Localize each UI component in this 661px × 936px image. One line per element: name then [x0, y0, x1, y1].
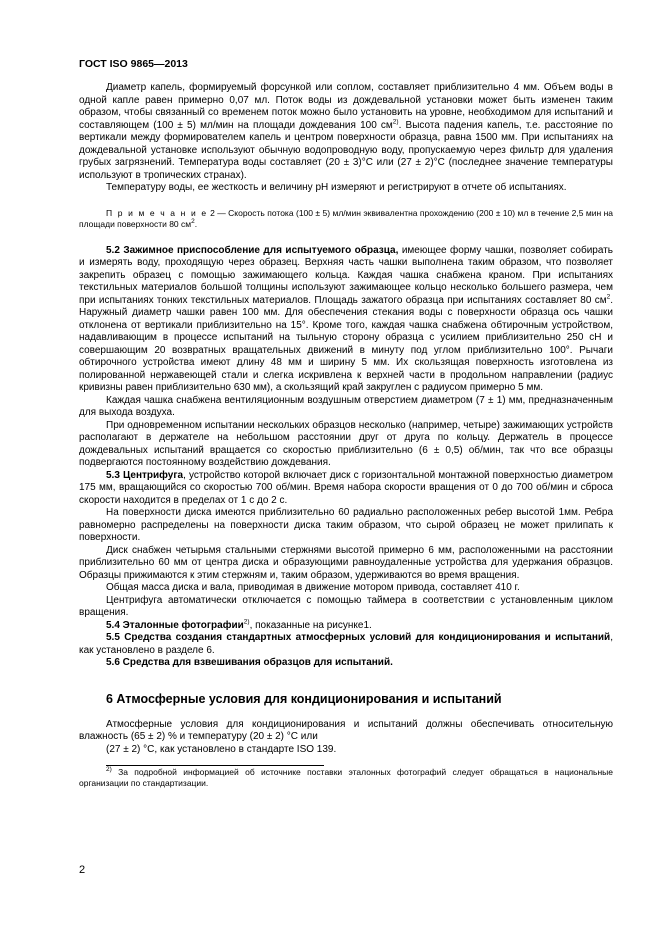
paragraph-atmosphere-alt: (27 ± 2) °С, как установлено в стандарте ISO 139.: [106, 743, 337, 755]
footnote: [79, 767, 613, 789]
document-header: ГОСТ ISO 9865—2013: [79, 58, 188, 70]
footnote-divider: [106, 765, 324, 766]
section-title: 5.3 Центрифуга: [106, 469, 184, 481]
section-5-5: [79, 632, 613, 657]
section-5-6: [79, 657, 613, 670]
section-title: 5.5 Средства создания стандартных атмосферных условий для кондиционирования и испытаний: [106, 632, 611, 643]
section-title: 5.4 Эталонные фотографии: [106, 619, 244, 631]
paragraph-vent-hole: Каждая чашка снабжена вентиляционным воздушным отверстием диаметром (7 ± 1) мм, предназначенным для выхода воздуха.: [79, 394, 613, 418]
paragraph-text: Диаметр капель, формируемый форсункой или соплом, составляет приблизительно 4 мм. Объем воды в одной капле равен примерно 0,07 мл. Поток воды из дождевальной установки может быть изменен таким образом, чтобы связанный со временем поток можно было установить на уровне, необходимом для испытаний и составляющем (100 ± 5) мл/мин на площади дождевания 100 см: [79, 82, 613, 131]
paragraph-ribs: На поверхности диска имеются приблизительно 60 радиально расположенных ребер высотой 1мм. Ребра равномерно распределены на поверхности диска таким образом, что сырой образец не может прилипать к поверхности.: [79, 507, 613, 543]
paragraph-timer: Центрифуга автоматически отключается с помощью таймера в соответствии с установленным циклом вращения.: [79, 594, 613, 618]
note-label: П р и м е ч а н и е: [106, 207, 208, 218]
paragraph-rods: Диск снабжен четырьмя стальными стержнями высотой примерно 6 мм, расположенными на расстоянии приблизительно 60 мм от центра диска и образующими равноудаленные устройства для удержания образцов. Образцы прижимаются к этим стержням и, таким образом, удерживаются во время вращения.: [79, 544, 613, 581]
section-title: 5.2 Зажимное приспособление для испытуемого образца,: [106, 244, 399, 256]
section-6-heading: 6 Атмосферные условия для кондиционирования и испытаний: [106, 691, 502, 706]
note-text: 2 — Скорость потока (100 ± 5) мл/мин эквивалентна прохождению (200 ± 10) мл в течение 2,5 мин на площади поверхности 80 см: [79, 207, 614, 229]
paragraph-water-temperature: Температуру воды, ее жесткость и величину рН измеряют и регистрируют в отчете об испытаниях.: [106, 182, 567, 193]
note: [79, 208, 613, 230]
section-title: 5.6 Средства для взвешивания образцов для испытаний.: [106, 657, 393, 668]
document-body: [79, 82, 613, 789]
section-5-2: [79, 245, 613, 395]
paragraph-text: , устройство которой включает диск с горизонтальной монтажной поверхностью диаметром 175 мм, вращающийся со скоростью 700 об/мин. Время набора скорости вращения от 0 до 700 об/мин и сброса скорости находится в пределах от 1 с до 2 с.: [79, 469, 613, 506]
paragraph-text: , показанные на рисунке1.: [249, 619, 372, 631]
section-5-4: [79, 620, 613, 633]
footnote-marker: 2): [106, 766, 112, 774]
paragraph-holder: При одновременном испытании нескольких образцов несколько (например, четыре) зажимающих устройств располагают в держателе на небольшом расстоянии друг от друга по кольцу. Держатель в процессе дождевальных испытаний вращается со скоростью приблизительно (6 ± 0,5) об/мин, так что все образцы подвергаются постоянному воздействию дождевания.: [79, 419, 613, 468]
paragraph-droplets: [79, 82, 613, 182]
footnote-ref: 2): [243, 618, 250, 626]
paragraph-text: имеющее форму чашки, позволяет собирать и измерять воду, проходящую через образец. Верхняя часть чашки выполнена таким образом, что позволяет закрепить образец с помощью зажимающего кольца. Каждая чашка снабжена краном. При испытаниях текстильных материалов большой толщины используют зажимающее кольцо несколько большего размера, чем при испытаниях тонких текстильных материалов. Площадь зажатого образца при испытаниях составляет 80 см: [79, 244, 613, 306]
paragraph-atmosphere: Атмосферные условия для кондиционирования и испытаний должны обеспечивать относительную влажность (65 ± 2) % и температуру (20 ± 2) °С или: [79, 718, 613, 742]
footnote-text: За подробной информацией об источнике поставки эталонных фотографий следует обращаться в национальные организации по стандартизации.: [79, 767, 613, 788]
paragraph-mass: Общая масса диска и вала, приводимая в движение мотором привода, составляет 410 г.: [106, 582, 520, 593]
paragraph-text: . Наружный диаметр чашки равен 100 мм. Для обеспечения стекания воды с поверхности образца ось чашки отклонена от вертикали приблизительно на 15°. Кроме того, каждая чашка снабжена обтирочным устройством, надавливающим в процессе испытаний на тыльную сторону образца с усилием приблизительно 250 сН и совершающим 20 возвратных вращательных движений в минуту под углом приблизительно 100°. Рычаги обтирочного устройства имеют длину 48 мм и ширину 5 мм. Их скользящая поверхность изготовлена из полированной нержавеющей стали и слегка искривлена к верхней части в продольном направлении (радиус кривизны равен приблизительно 630 мм), а скользящий край закруглен с радиусом примерно 5 мм.: [79, 294, 613, 393]
superscript: 2: [606, 293, 611, 301]
page-number: 2: [79, 864, 86, 876]
paragraph-text: . Высота падения капель, т.е. расстояние по вертикали между формирователем капель и центром поверхности образца, равна 1500 мм. При испытаниях на дождевальной установке используют обычную водопроводную воду, пропускаемую через фильтр для удаления грубых загрязнений. Температура воды составляет (20 ± 3)°С или (27 ± 2)°С (последнее значение температуры используют в тропических странах).: [79, 119, 613, 181]
note-end: .: [194, 218, 198, 229]
footnote-ref: ): [396, 118, 399, 126]
superscript: 2: [191, 217, 195, 225]
paragraph-text: , как установлено в разделе 6.: [79, 632, 613, 656]
section-5-3: [79, 470, 613, 508]
superscript: 2: [392, 118, 397, 126]
